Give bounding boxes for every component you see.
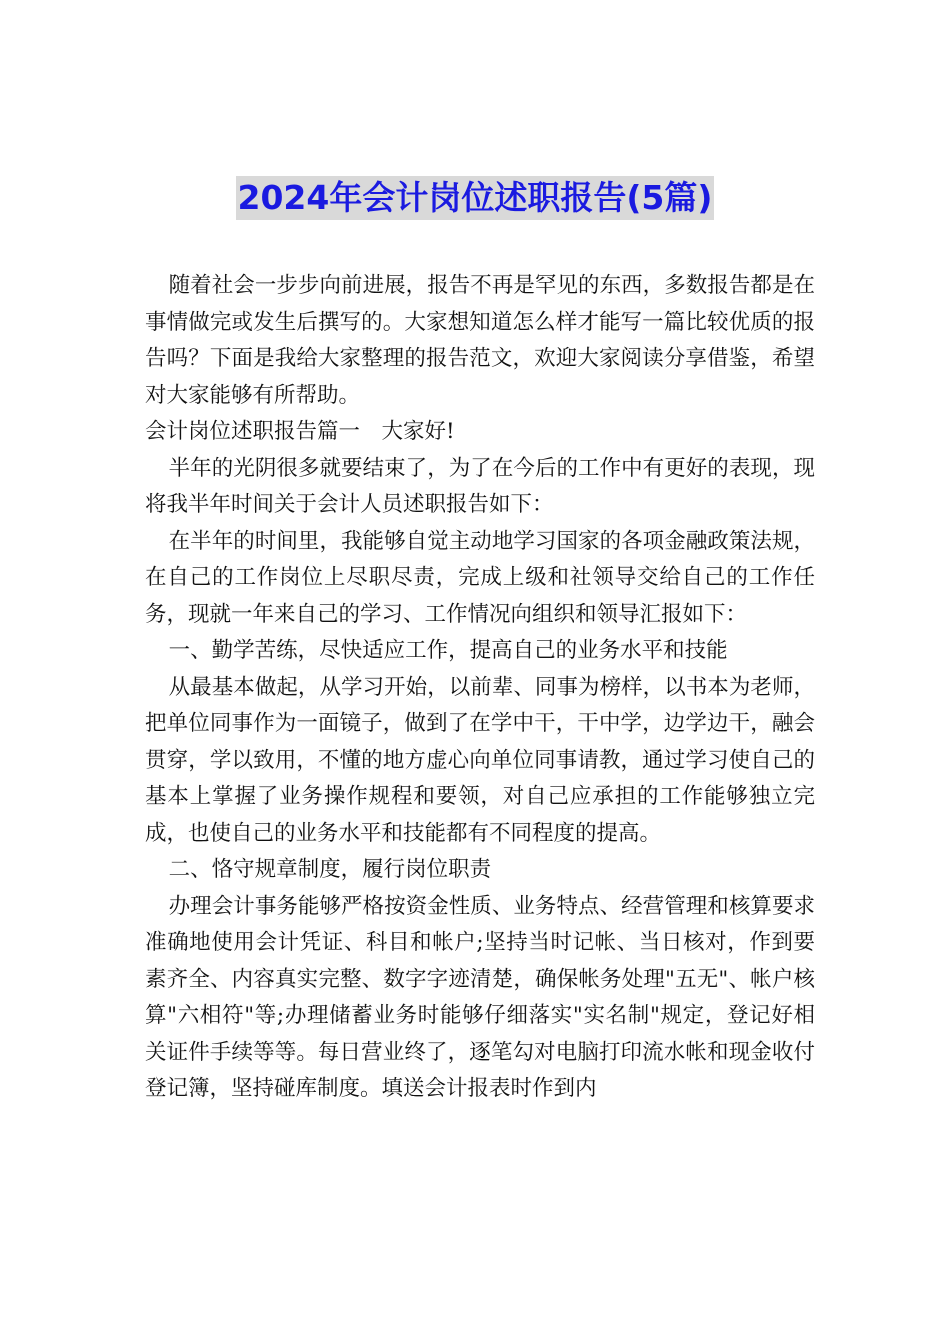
paragraph-subheading: 一、勤学苦练，尽快适应工作，提高自己的业务水平和技能 [168,638,728,663]
paragraph-section-heading: 会计岗位述职报告篇一 大家好! [145,419,455,444]
paragraph-subheading: 二、恪守规章制度，履行岗位职责 [168,857,492,882]
paragraph: 从最基本做起，从学习开始，以前辈、同事为榜样，以书本为老师，把单位同事作为一面镜子，做到了在学中干，干中学，边学边干，融会贯穿，学以致用，不懂的地方虚心向单位同事请教，通过学习使自己的基本上掌握了业务操作规程和要领，对自己应承担的工作能够独立完成，也使自己的业务水平和技能都有不同程度的提高。 [145,674,815,846]
title-container [0,176,950,220]
paragraph-intro: 随着社会一步步向前进展，报告不再是罕见的东西，多数报告都是在事情做完或发生后撰写的。大家想知道怎么样才能写一篇比较优质的报告吗？下面是我给大家整理的报告范文，欢迎大家阅读分享借鉴，希望对大家能够有所帮助。 [145,273,815,408]
paragraph: 在半年的时间里，我能够自觉主动地学习国家的各项金融政策法规，在自己的工作岗位上尽职尽责，完成上级和社领导交给自己的工作任务，现就一年来自己的学习、工作情况向组织和领导汇报如下： [145,528,815,627]
document-title: 2024年会计岗位述职报告(5篇) [236,176,715,220]
paragraph: 办理会计事务能够严格按资金性质、业务特点、经营管理和核算要求准确地使用会计凭证、科目和帐户;坚持当时记帐、当日核对，作到要素齐全、内容真实完整、数字字迹清楚，确保帐务处理"五无"、帐户核算"六相符"等;办理储蓄业务时能够仔细落实"实名制"规定，登记好相关证件手续等等。每日营业终了，逐笔勾对电脑打印流水帐和现金收付登记簿，坚持碰库制度。填送会计报表时作到内 [145,893,815,1101]
paragraph: 半年的光阴很多就要结束了，为了在今后的工作中有更好的表现，现将我半年时间关于会计人员述职报告如下： [145,455,815,517]
document-body [145,268,815,1108]
